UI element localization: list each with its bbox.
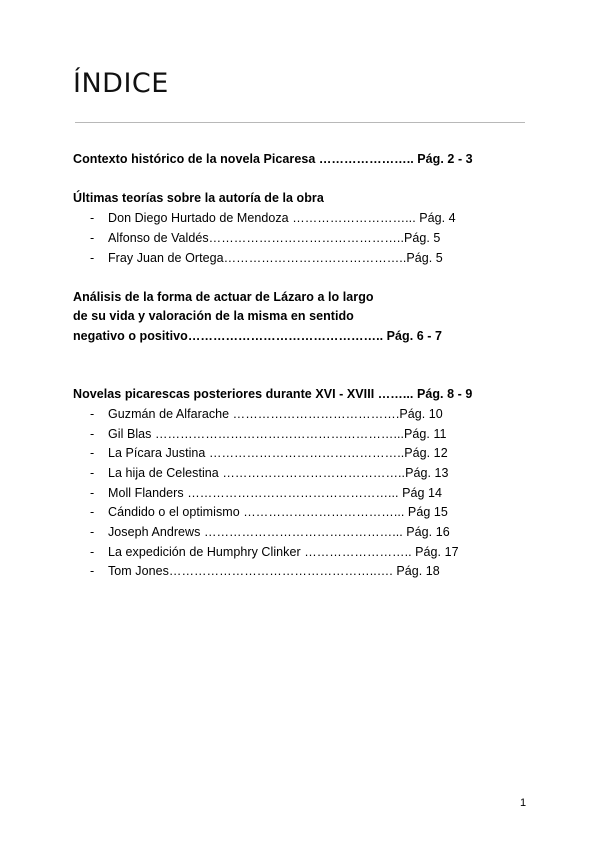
- toc-item: - La Pícara Justina ………………………………………..Pág. 12: [90, 446, 448, 460]
- toc-item: - Joseph Andrews ………………………………………... Pág. 16: [90, 525, 450, 539]
- page-number: 1: [520, 797, 527, 809]
- toc-item: - Alfonso de Valdés………………………………………..Pág. 5: [90, 231, 441, 245]
- toc-item: - Gil Blas …………………………………………………...Pág. 11: [90, 427, 447, 441]
- toc-item: - Tom Jones…………………………………………..…. Pág. 18: [90, 564, 440, 578]
- toc-item: - Moll Flanders …………………………………………... Pág 14: [90, 486, 443, 500]
- toc-item: - La hija de Celestina ……………………………………..Pág. 13: [90, 466, 449, 480]
- toc-heading-analisis-1: Análisis de la forma de actuar de Lázaro a lo largo: [73, 290, 374, 304]
- page-title: ÍNDICE: [73, 68, 169, 99]
- toc-heading-contexto: Contexto histórico de la novela Picaresa ………………….. Pág. 2 - 3: [73, 152, 473, 166]
- title-divider: [75, 122, 525, 123]
- toc-item: - Cándido o el optimismo ………………………………... Pág 15: [90, 505, 448, 519]
- toc-heading-novelas: Novelas picarescas posteriores durante XVI - XVIII ……... Pág. 8 - 9: [73, 387, 473, 401]
- toc-item: - Guzmán de Alfarache ………………………………….Pág. 10: [90, 407, 443, 421]
- toc-heading-analisis-3: negativo o positivo……………………………………….. Pág. 6 - 7: [73, 329, 443, 343]
- toc-item: - Don Diego Hurtado de Mendoza ………………………... Pág. 4: [90, 211, 456, 225]
- toc-item: - Fray Juan de Ortega……………………………………..Pág. 5: [90, 251, 443, 265]
- toc-heading-teorias: Últimas teorías sobre la autoría de la obra: [73, 191, 324, 205]
- toc-item: - La expedición de Humphry Clinker …………………….. Pág. 17: [90, 545, 459, 559]
- toc-heading-analisis-2: de su vida y valoración de la misma en sentido: [73, 309, 354, 323]
